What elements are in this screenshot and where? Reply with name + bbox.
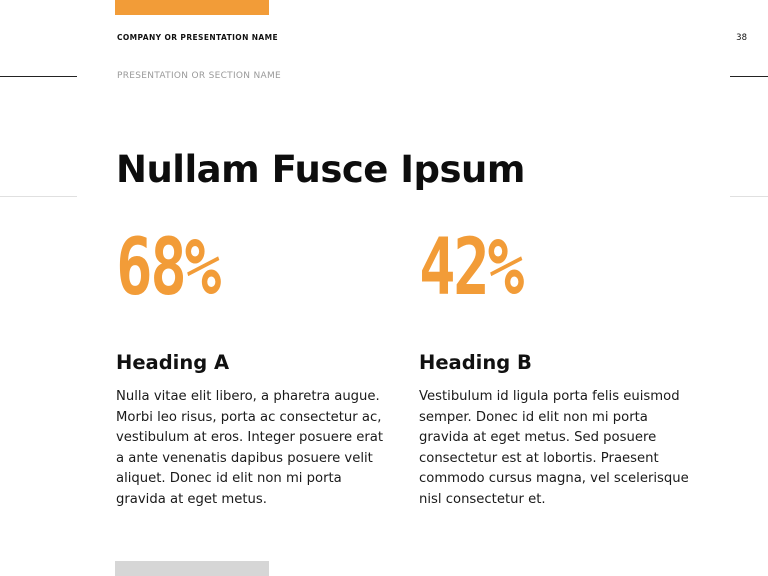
section-name: PRESENTATION OR SECTION NAME <box>117 71 282 81</box>
header-rule-right <box>730 76 768 77</box>
title-rule-left <box>0 196 77 197</box>
stat-value-a: 68% <box>116 223 219 313</box>
accent-bar-bottom <box>115 561 269 576</box>
page-number: 38 <box>736 33 747 43</box>
heading-b: Heading B <box>419 351 532 374</box>
stat-value-b: 42% <box>419 223 522 313</box>
body-text-a: Nulla vitae elit libero, a pharetra augue. Morbi leo risus, porta ac consectetur ac, vestibulum at eros. Integer posuere erat a ante venenatis dapibus posuere velit aliquet. Donec id elit non mi porta gravida at eget metus. <box>116 389 384 507</box>
column-a <box>116 222 401 510</box>
title-rule-right <box>730 196 768 197</box>
company-name: COMPANY OR PRESENTATION NAME <box>117 33 279 42</box>
heading-a: Heading A <box>116 351 230 374</box>
header-rule-left <box>0 76 77 77</box>
slide-title: Nullam Fusce Ipsum <box>116 148 525 191</box>
accent-bar-top <box>115 0 269 15</box>
body-text-b: Vestibulum id ligula porta felis euismod semper. Donec id elit non mi porta gravida at eget metus. Sed posuere consectetur est at lobortis. Praesent commodo cursus magna, vel scelerisque nisl consectetur et. <box>419 389 689 507</box>
column-b <box>419 222 704 510</box>
